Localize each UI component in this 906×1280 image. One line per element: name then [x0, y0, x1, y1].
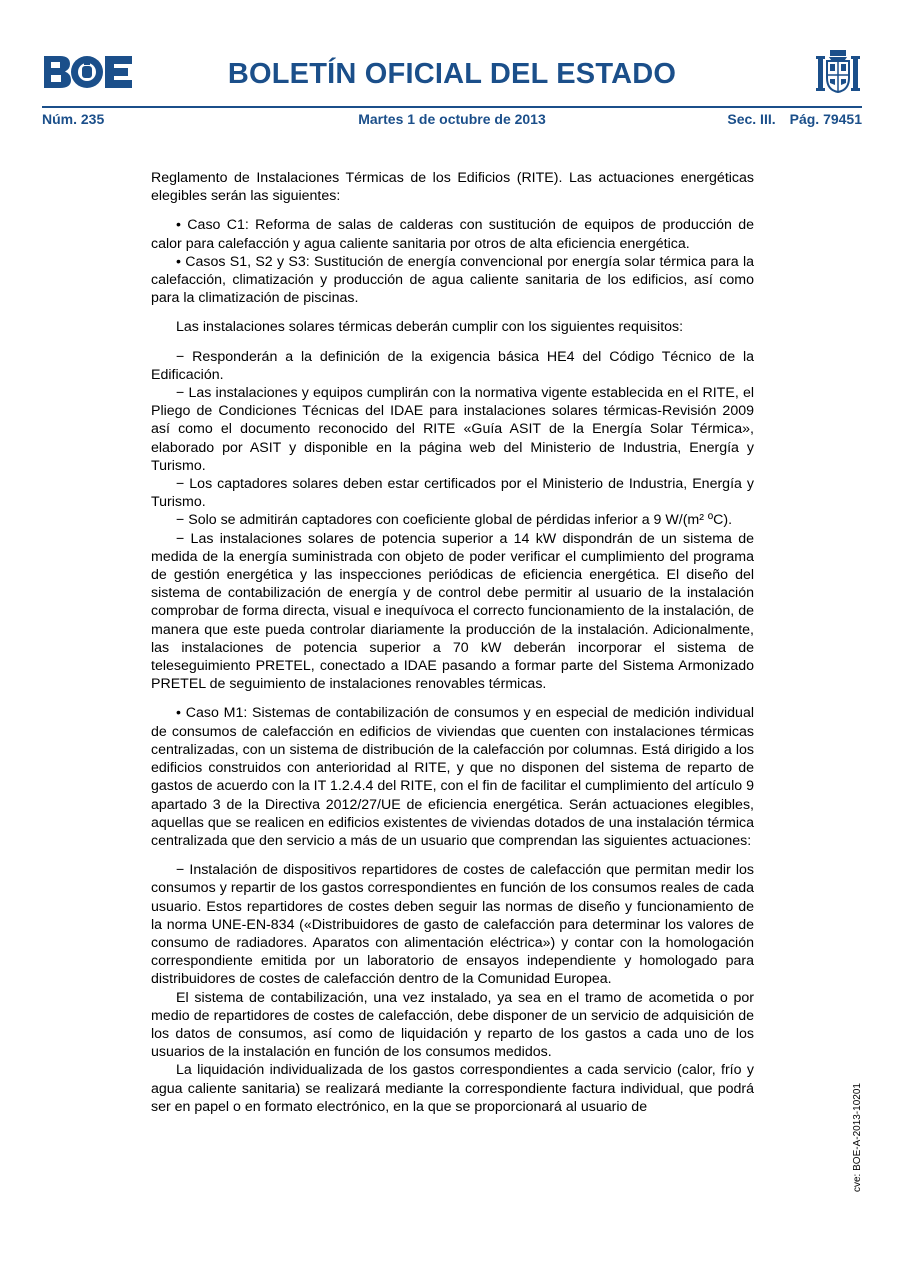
cve-identifier: cve: BOE-A-2013-10201: [852, 1083, 863, 1192]
body-paragraph: • Caso M1: Sistemas de contabilización de consumos y en especial de medición individual de consumos de calefacción en edificios de viviendas que cuenten con instalaciones térmicas centralizadas, con un sistema de distribución de la calefacción por columnas. Está dirigido a los edificios construidos con anterioridad al RITE, y que no disponen del sistema de reparto de gastos de acuerdo con la IT 1.2.4.4 del RITE, con el fin de facilitar el cumplimiento del artículo 9 apartado 3 de la Directiva 2012/27/UE de eficiencia energética. Serán actuaciones elegibles, aquellas que se realicen en edificios existentes de viviendas dotados de una instalación térmica centralizada que den servicio a más de un usuario que comprendan las siguientes actuaciones:: [151, 705, 754, 849]
body-paragraph: − Responderán a la definición de la exigencia básica HE4 del Código Técnico de la Edificación.: [151, 348, 754, 383]
issue-number: Núm. 235: [42, 111, 105, 127]
body-paragraph: El sistema de contabilización, una vez instalado, ya sea en el tramo de acometida o por medio de repartidores de costes de calefacción, debe disponer de un servicio de adquisición de los datos de consumos, así como de liquidación y reparto de los gastos a cada uno de los usuarios de la instalación en función de los consumos medidos.: [151, 989, 754, 1061]
section-label: Sec. III.: [727, 111, 776, 127]
header-divider: [42, 106, 862, 108]
body-paragraph: − Las instalaciones solares de potencia superior a 14 kW dispondrán de un sistema de medida de la energía suministrada con objeto de poder verificar el cumplimiento del programa de gestión energética y las inspecciones periódicas de eficiencia energética. El diseño del sistema de contabilización de energía y de control debe permitir al usuario de la instalación comprobar de forma directa, visual e inequívoca el correcto funcionamiento de la instalación, de manera que este pueda controlar diariamente la producción de la instalación. Adicionalmente, las instalaciones de potencia superior a 70 kW deberán incorporar el sistema de teleseguimiento PRETEL, conectado a IDAE pasando a formar parte del Sistema Armonizado PRETEL de seguimiento de instalaciones renovables térmicas.: [151, 530, 754, 693]
body-paragraph: − Las instalaciones y equipos cumplirán con la normativa vigente establecida en el RITE, el Pliego de Condiciones Técnicas del IDAE para instalaciones solares térmicas-Revisión 2009 así como el documento reconocido del RITE «Guía ASIT de la Energía Solar Térmica», elaborado por ASIT y disponible en la página web del Ministerio de Industria, Energía y Turismo.: [151, 385, 754, 474]
section-and-page: [713, 111, 862, 127]
page-number: Pág. 79451: [789, 111, 862, 127]
body-paragraph: La liquidación individualizada de los gastos correspondientes a cada servicio (calor, frío y agua caliente sanitaria) se realizará mediante la correspondiente factura individual, que podrá ser en papel o en formato electrónico, en la que se proporcionará al usuario de: [151, 1062, 754, 1115]
page-title: BOLETÍN OFICIAL DEL ESTADO: [227, 58, 677, 90]
document-body: [151, 169, 754, 1116]
coat-of-arms-icon: [814, 48, 862, 96]
body-paragraph: − Instalación de dispositivos repartidores de costes de calefacción que permitan medir los consumos y repartir de los gastos correspondientes en función de los consumos reales de cada usuario. Estos repartidores de costes deben seguir las normas de diseño y funcionamiento de la norma UNE-EN-834 («Distribuidores de gasto de calefacción para determinar los valores de consumo de radiadores. Aparatos con alimentación eléctrica») y contar con la homologación correspondiente emitida por un laboratorio de ensayos independiente y homologado para distribuidores de costes de calefacción dentro de la Comunidad Europea.: [151, 862, 754, 988]
body-paragraph: • Casos S1, S2 y S3: Sustitución de energía convencional por energía solar térmica para la calefacción, climatización y producción de agua caliente sanitaria de los edificios, así como para la climatización de piscinas.: [151, 253, 754, 307]
issue-date: Martes 1 de octubre de 2013: [358, 111, 546, 127]
page-header: [42, 48, 862, 108]
issue-info-bar: [42, 111, 862, 131]
body-paragraph: − Solo se admitirán captadores con coeficiente global de pérdidas inferior a 9 W/(m² ºC).: [176, 512, 733, 529]
body-paragraph: Las instalaciones solares térmicas deberán cumplir con los siguientes requisitos:: [176, 319, 684, 336]
body-paragraph: • Caso C1: Reforma de salas de calderas con sustitución de equipos de producción de calor para calefacción y agua caliente sanitaria por otros de alta eficiencia energética.: [151, 217, 754, 252]
body-paragraph: Reglamento de Instalaciones Térmicas de los Edificios (RITE). Las actuaciones energéticas elegibles serán las siguientes:: [151, 170, 754, 205]
body-paragraph: − Los captadores solares deben estar certificados por el Ministerio de Industria, Energía y Turismo.: [151, 476, 754, 511]
